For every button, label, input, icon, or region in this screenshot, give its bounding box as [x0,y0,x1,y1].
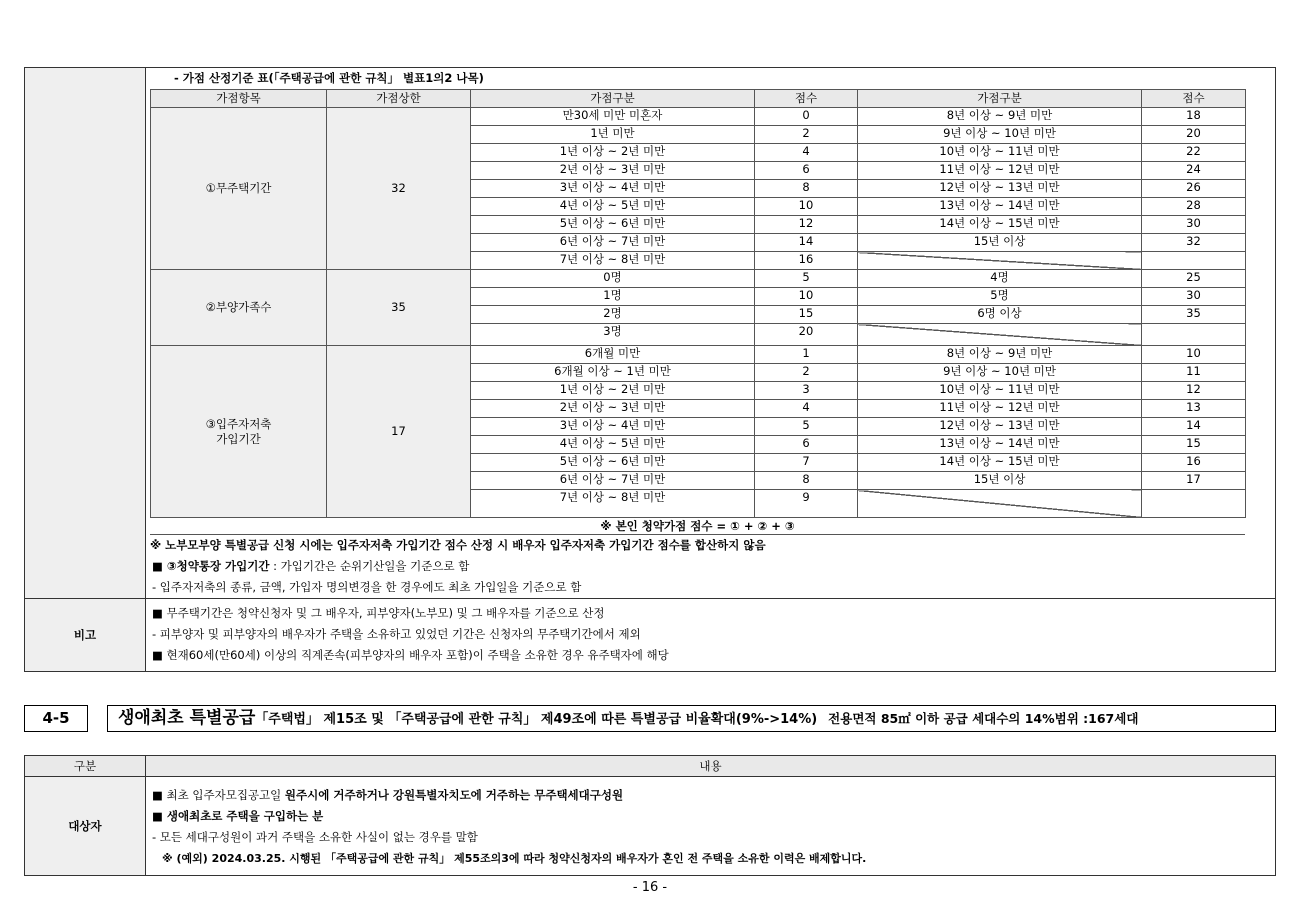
score-cell-category-right: 15년 이상 [858,472,1142,490]
score-cell-category-right: 5명 [858,288,1142,306]
score-cell-category-left: 6년 이상 ~ 7년 미만 [471,472,755,490]
score-cell-category-right: 13년 이상 ~ 14년 미만 [858,436,1142,454]
section-4-5-heading [24,705,1276,732]
score-cell-points-right: 15 [1142,436,1246,454]
t2-line-3: - 모든 세대구성원이 과거 주택을 소유한 사실이 없는 경우를 말함 [152,830,478,844]
score-cell-points-right: 24 [1142,162,1246,180]
score-cell-category-right: 9년 이상 ~ 10년 미만 [858,364,1142,382]
section-title [107,705,1276,732]
t2-line-1-bold: 원주시에 거주하거나 강원특별자치도에 거주하는 무주택세대구성원 [284,788,624,802]
score-cell-points-left: 0 [755,108,858,126]
remarks-content [146,599,1276,672]
score-cell-category-right: 11년 이상 ~ 12년 미만 [858,400,1142,418]
score-cell-points-right: 30 [1142,288,1246,306]
score-cell-points-left: 10 [755,288,858,306]
section-number: 4-5 [24,705,88,732]
score-cell-category-right: 13년 이상 ~ 14년 미만 [858,198,1142,216]
score-cell-category-right [858,324,1142,346]
score-cell-points-left: 8 [755,180,858,198]
remark-line: ■ 현재60세(만60세) 이상의 직계존속(피부양자의 배우자 포함)이 주택을 소유한 경우 유주택자에 해당 [152,648,669,662]
score-cell-category-left: 2년 이상 ~ 3년 미만 [471,162,755,180]
score-cell-category-left: 1년 이상 ~ 2년 미만 [471,382,755,400]
score-cell-category-left: 0명 [471,270,755,288]
score-table [150,89,1246,518]
score-cell-category-right: 6명 이상 [858,306,1142,324]
header-category: 가점구분 [471,90,755,108]
score-cell-category-right: 8년 이상 ~ 9년 미만 [858,346,1142,364]
score-cell-category-left: 6년 이상 ~ 7년 미만 [471,234,755,252]
score-cell-points-right: 25 [1142,270,1246,288]
section-title-law: 「주택법」 제15조 및 「주택공급에 관한 규칙」 제49조에 따른 특별공급 비율확대(9%->14%) [255,712,818,727]
section-title-scope: 전용면적 85㎡ 이하 공급 세대수의 14%범위 :167세대 [828,711,1139,726]
t2-header-category: 구분 [25,756,146,777]
score-cell-category-left: 5년 이상 ~ 6년 미만 [471,454,755,472]
score-cell-points-right: 10 [1142,346,1246,364]
score-cell-points-left: 6 [755,162,858,180]
header-points: 점수 [755,90,858,108]
score-cell-category-right: 10년 이상 ~ 11년 미만 [858,382,1142,400]
score-table-header [151,90,1246,108]
score-cell-points-left: 2 [755,126,858,144]
score-cell-category-right: 4명 [858,270,1142,288]
score-cell-category-right: 14년 이상 ~ 15년 미만 [858,216,1142,234]
score-cell-points-right [1142,324,1246,346]
score-item-name: ③입주자저축 가입기간 [151,346,327,518]
score-cell-points-left: 9 [755,490,858,518]
t2-row-label: 대상자 [25,777,146,876]
score-formula: ※ 본인 청약가점 점수 = ① + ② + ③ [150,518,1245,535]
remarks-label: 비고 [25,599,146,672]
score-cell-points-right [1142,490,1246,518]
score-cell-points-left: 6 [755,436,858,454]
score-cell-category-right: 11년 이상 ~ 12년 미만 [858,162,1142,180]
t2-row-content [146,777,1276,876]
score-cell-category-left: 3년 이상 ~ 4년 미만 [471,180,755,198]
t2-line-2: ■ 생애최초로 주택을 구입하는 분 [152,809,324,823]
score-cell-category-left: 1년 이상 ~ 2년 미만 [471,144,755,162]
score-cell-category-right: 10년 이상 ~ 11년 미만 [858,144,1142,162]
score-cell-points-left: 1 [755,346,858,364]
note-elderly-parent: ※ 노부모부양 특별공급 신청 시에는 입주자저축 가입기간 점수 산정 시 배우자 입주자저축 가입기간 점수를 합산하지 않음 [150,538,766,552]
score-item-max: 35 [327,270,471,346]
score-cell-points-left: 5 [755,418,858,436]
score-cell-category-right: 12년 이상 ~ 13년 미만 [858,418,1142,436]
score-cell-points-right: 18 [1142,108,1246,126]
score-cell-points-left: 20 [755,324,858,346]
score-cell-points-right: 28 [1142,198,1246,216]
score-cell-points-right: 20 [1142,126,1246,144]
page-number: - 16 - [632,880,668,895]
score-item-max: 17 [327,346,471,518]
score-cell-points-right: 16 [1142,454,1246,472]
score-cell-category-left: 2년 이상 ~ 3년 미만 [471,400,755,418]
score-item-name: ①무주택기간 [151,108,327,270]
score-cell-points-left: 12 [755,216,858,234]
header-max: 가점상한 [327,90,471,108]
score-cell-category-left: 만30세 미만 미혼자 [471,108,755,126]
score-cell-points-left: 10 [755,198,858,216]
score-cell-points-right: 12 [1142,382,1246,400]
score-cell-points-right: 11 [1142,364,1246,382]
score-cell-category-right: 8년 이상 ~ 9년 미만 [858,108,1142,126]
score-cell-category-left: 6개월 이상 ~ 1년 미만 [471,364,755,382]
note-first-join-date: - 입주자저축의 종류, 금액, 가입자 명의변경을 한 경우에도 최초 가입일을 기준으로 함 [152,580,582,594]
score-cell-points-left: 2 [755,364,858,382]
score-item-max: 32 [327,108,471,270]
score-cell-points-left: 15 [755,306,858,324]
score-cell-category-right [858,252,1142,270]
header-category: 가점구분 [858,90,1142,108]
section-title-main: 생애최초 특별공급 [118,708,256,728]
score-cell-category-right [858,490,1142,518]
score-cell-points-left: 4 [755,400,858,418]
score-cell-points-left: 16 [755,252,858,270]
score-cell-points-right: 30 [1142,216,1246,234]
score-cell-points-right: 35 [1142,306,1246,324]
note-subscription-period [146,556,1275,577]
score-criteria-frame [24,67,1276,672]
t2-line-1-prefix: ■ 최초 입주자모집공고일 [152,788,285,802]
score-cell-category-left: 7년 이상 ~ 8년 미만 [471,490,755,518]
t2-line-4: ※ (예외) 2024.03.25. 시행된 「주택공급에 관한 규칙」 제55조의3에 따라 청약신청자의 배우자가 혼인 전 주택을 소유한 이력은 배제합니다. [162,852,867,865]
score-cell-category-left: 4년 이상 ~ 5년 미만 [471,198,755,216]
t2-header-content: 내용 [146,756,1276,777]
score-cell-points-left: 14 [755,234,858,252]
note-subscription-text: : 가입기간은 순위기산일을 기준으로 함 [269,559,470,573]
left-label-blank [25,68,146,599]
score-cell-category-left: 3년 이상 ~ 4년 미만 [471,418,755,436]
score-cell-points-right: 13 [1142,400,1246,418]
score-cell-category-left: 6개월 미만 [471,346,755,364]
score-cell-points-right: 22 [1142,144,1246,162]
remark-line: ■ 무주택기간은 청약신청자 및 그 배우자, 피부양자(노부모) 및 그 배우자를 기준으로 산정 [152,606,605,620]
score-row [151,108,1246,126]
score-cell-category-right: 15년 이상 [858,234,1142,252]
score-row [151,346,1246,364]
score-table-body [151,108,1246,518]
score-cell-points-right: 26 [1142,180,1246,198]
score-criteria-content [146,68,1276,599]
score-cell-category-right: 14년 이상 ~ 15년 미만 [858,454,1142,472]
score-cell-points-left: 5 [755,270,858,288]
score-cell-category-left: 7년 이상 ~ 8년 미만 [471,252,755,270]
score-row [151,270,1246,288]
first-time-buyer-table [24,755,1276,876]
score-item-name: ②부양가족수 [151,270,327,346]
score-cell-points-left: 8 [755,472,858,490]
score-cell-category-right: 9년 이상 ~ 10년 미만 [858,126,1142,144]
score-cell-points-right: 17 [1142,472,1246,490]
score-cell-category-left: 1년 미만 [471,126,755,144]
score-cell-points-left: 7 [755,454,858,472]
score-table-caption: - 가점 산정기준 표(「주택공급에 관한 규칙」 별표1의2 나목) [174,71,484,85]
note-subscription-title: ■ ③청약통장 가입기간 [152,559,270,573]
score-cell-category-left: 3명 [471,324,755,346]
score-cell-points-right [1142,252,1246,270]
score-cell-points-left: 3 [755,382,858,400]
score-cell-points-right: 14 [1142,418,1246,436]
score-cell-category-left: 4년 이상 ~ 5년 미만 [471,436,755,454]
score-cell-category-left: 5년 이상 ~ 6년 미만 [471,216,755,234]
score-cell-category-right: 12년 이상 ~ 13년 미만 [858,180,1142,198]
score-cell-category-left: 1명 [471,288,755,306]
header-item: 가점항목 [151,90,327,108]
t2-line-1 [146,785,1275,806]
score-cell-points-right: 32 [1142,234,1246,252]
score-cell-category-left: 2명 [471,306,755,324]
score-cell-points-left: 4 [755,144,858,162]
header-points: 점수 [1142,90,1246,108]
remark-line: - 피부양자 및 피부양자의 배우자가 주택을 소유하고 있었던 기간은 신청자의 무주택기간에서 제외 [152,627,641,641]
